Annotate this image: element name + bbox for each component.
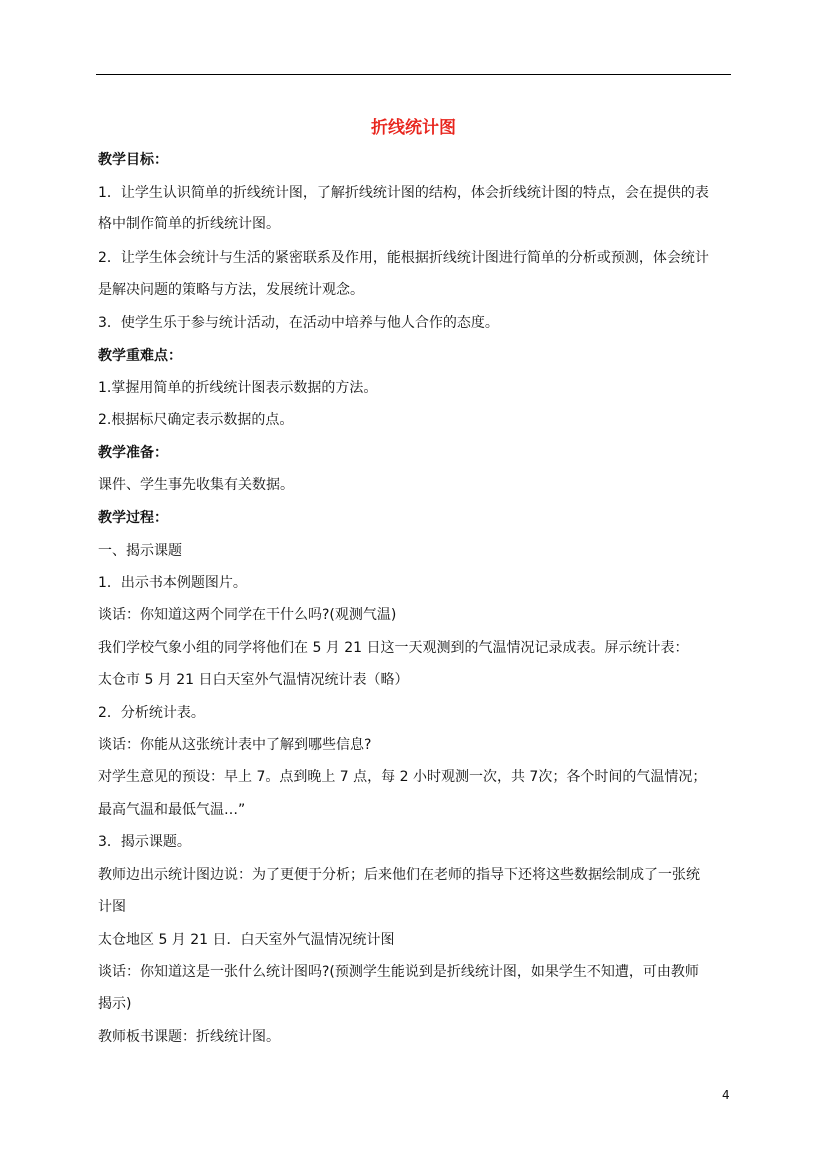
paragraph-line: 一、揭示课题 xyxy=(98,543,182,559)
heading-objectives: 教学目标： xyxy=(98,152,168,168)
paragraph-line: 3．使学生乐于参与统计活动，在活动中培养与他人合作的态度。 xyxy=(98,315,499,331)
paragraph-line: 教师边出示统计图边说：为了更便于分析；后来他们在老师的指导下还将这些数据绘制成了一张统 xyxy=(98,867,700,883)
paragraph-line: 是解决问题的策略与方法，发展统计观念。 xyxy=(98,282,364,298)
paragraph-line: 谈话：你知道这两个同学在干什么吗?(观测气温) xyxy=(98,607,397,623)
paragraph-line: 谈话：你知道这是一张什么统计图吗?(预测学生能说到是折线统计图，如果学生不知遭，可由教师 xyxy=(98,964,699,980)
paragraph-line: 2．分析统计表。 xyxy=(98,705,205,721)
page-number: 4 xyxy=(722,1088,730,1102)
paragraph-line: 对学生意见的预设：早上 7。点到晚上 7 点，每 2 小时观测一次，共 7次；各个时间的气温情况； xyxy=(98,769,707,785)
paragraph-line: 3．揭示课题。 xyxy=(98,834,191,850)
paragraph-line: 2．让学生体会统计与生活的紧密联系及作用，能根据折线统计图进行简单的分析或预测，体会统计 xyxy=(98,250,709,266)
header-rule xyxy=(96,74,731,75)
heading-preparation: 教学准备： xyxy=(98,445,168,461)
paragraph-line: 1.掌握用简单的折线统计图表示数据的方法。 xyxy=(98,380,378,396)
paragraph-line: 课件、学生事先收集有关数据。 xyxy=(98,477,294,493)
paragraph-line: 谈话：你能从这张统计表中了解到哪些信息? xyxy=(98,737,372,753)
paragraph-line: 计图 xyxy=(98,899,126,915)
paragraph-line: 1．出示书本例题图片。 xyxy=(98,575,247,591)
paragraph-line: 2.根据标尺确定表示数据的点。 xyxy=(98,412,294,428)
page-title: 折线统计图 xyxy=(371,118,456,138)
heading-process: 教学过程： xyxy=(98,510,168,526)
paragraph-line: 教师板书课题：折线统计图。 xyxy=(98,1029,280,1045)
paragraph-line: 太仓地区 5 月 21 日．白天室外气温情况统计图 xyxy=(98,932,395,948)
paragraph-line: 1．让学生认识简单的折线统计图，了解折线统计图的结构，体会折线统计图的特点，会在提供的表 xyxy=(98,185,709,201)
paragraph-line: 太仓市 5 月 21 日白天室外气温情况统计表（略） xyxy=(98,672,409,688)
paragraph-line: 我们学校气象小组的同学将他们在 5 月 21 日这一天观测到的气温情况记录成表。屏示统计表： xyxy=(98,640,689,656)
paragraph-line: 揭示) xyxy=(98,996,132,1012)
paragraph-line: 格中制作简单的折线统计图。 xyxy=(98,216,280,232)
heading-key-points: 教学重难点： xyxy=(98,348,182,364)
paragraph-line: 最高气温和最低气温…” xyxy=(98,802,246,818)
